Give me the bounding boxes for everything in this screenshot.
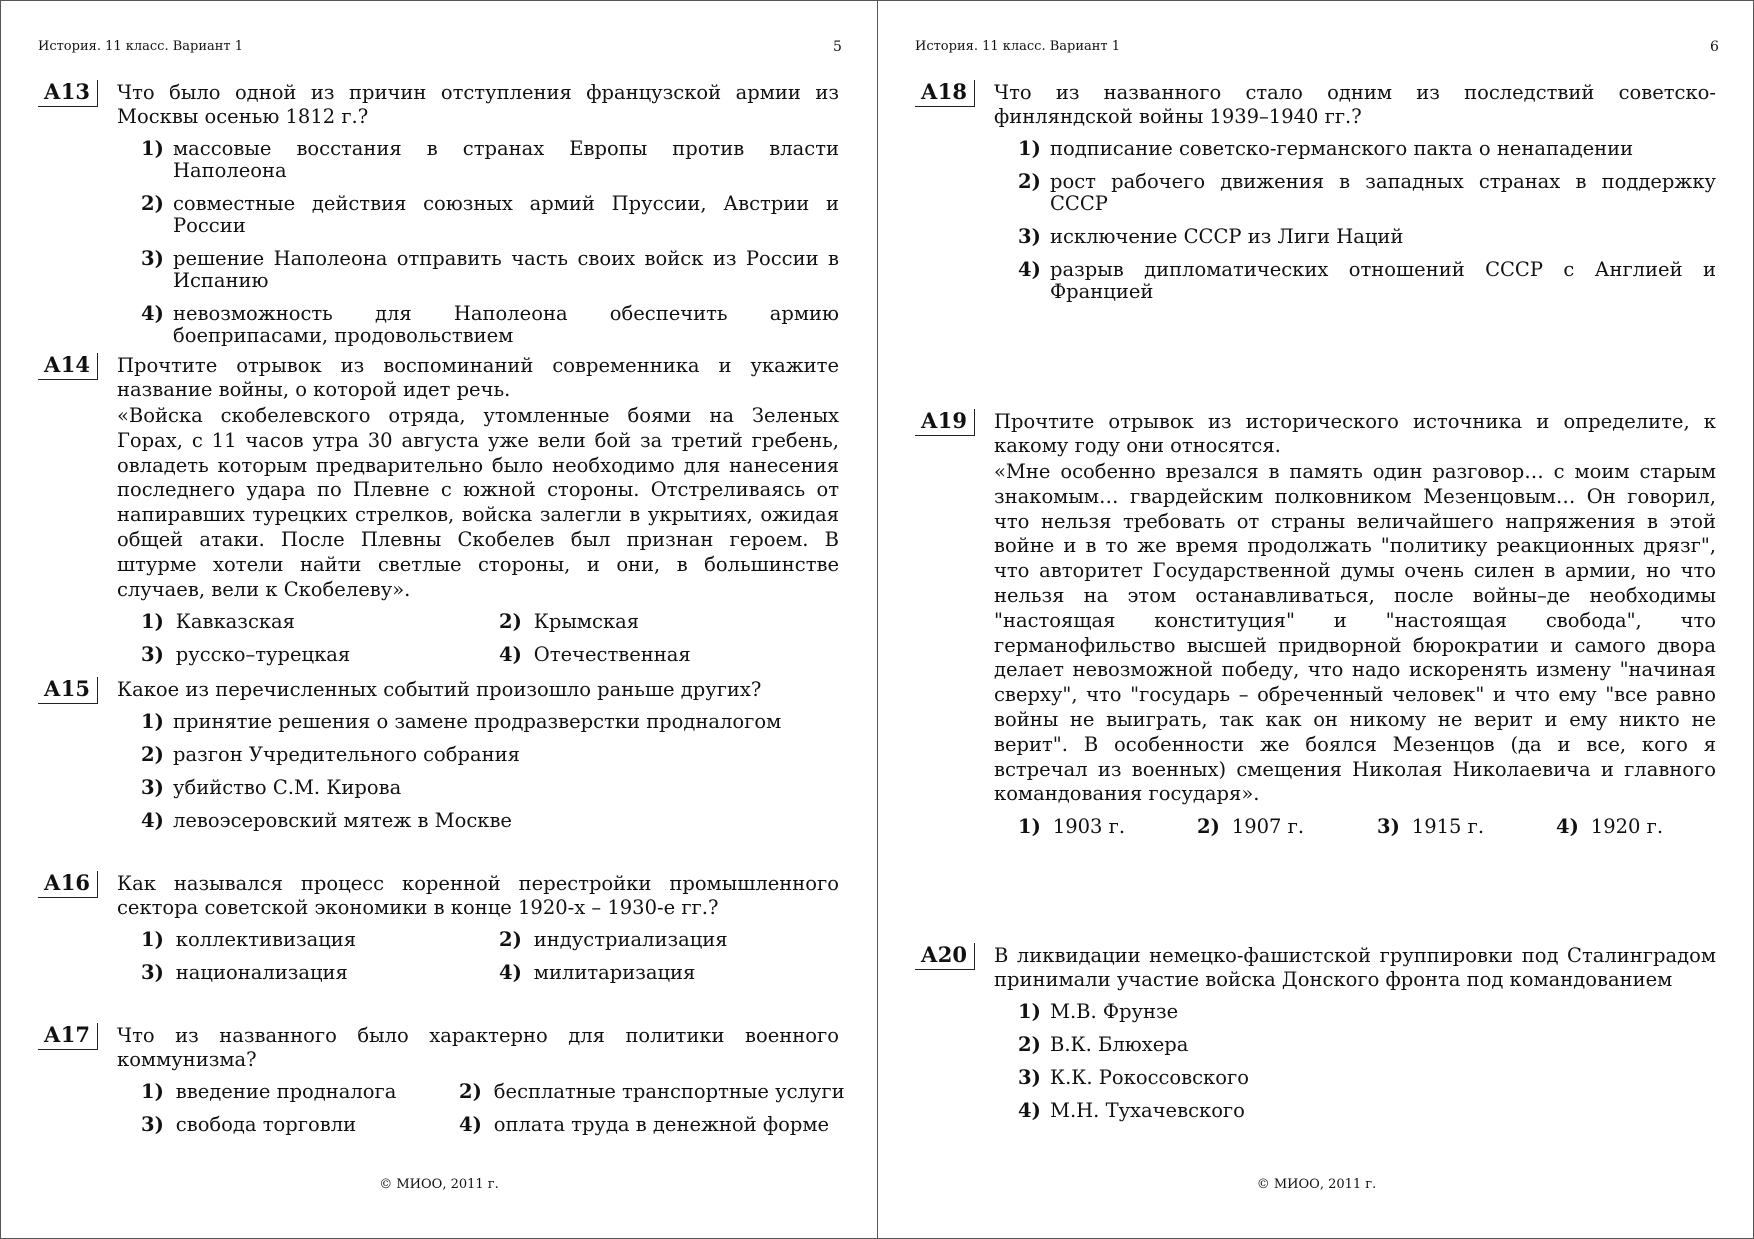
option: 1) Кавказская (141, 610, 295, 634)
footer: © МИОО, 2011 г. (1256, 1177, 1377, 1192)
footer: © МИОО, 2011 г. (379, 1177, 499, 1192)
option: 2) В.К. Блюхера (1018, 1033, 1189, 1056)
option: 3) К.К. Рокоссовского (1018, 1066, 1249, 1089)
options-list (994, 1001, 1716, 1122)
option: 3) исключение СССР из Лиги Наций (1018, 225, 1404, 248)
option: 4) оплата труда в денежной форме (459, 1113, 830, 1136)
option: 2) рост рабочего движения в западных странах в поддержку СССР (1018, 170, 1716, 215)
page-number: 6 (1710, 39, 1719, 55)
question-stem: Какое из перечисленных событий произошло раньше других? (117, 678, 762, 701)
page-right (878, 1, 1754, 1238)
option: 1) подписание советско-германского пакта о ненападении (1018, 137, 1634, 160)
source-excerpt: «Мне особенно врезался в память один разговор… с моим старым знакомым… гвардейским полковником Мезенцовым… Он говорил, что нельзя требовать от страны величайшего напряжения в этой войне и в то же время продолжать "политику реакционных дрязг", что авторитет Государственной думы очень силен в армии, но что нельзя на этом останавливаться, после войны–де необходимы "настоящая конституция" и "настоящая свобода", что германофильство высшей придворной бюрократии и самого двора делает невозможной победу, что надо искоренять измену "начиная сверху", что "государь – обреченный человек" и что ему "все равно войны не выиграть, так как он никому не верит и ему никто не верит". В особенности же боялся Мезенцов (да и все, кого я встречал из военных) смещения Николая Николаевича и главного командования государя». (994, 460, 1716, 806)
option: 1) коллективизация (141, 928, 357, 951)
option: 4) 1920 г. (1556, 815, 1664, 839)
question-stem: Как назывался процесс коренной перестройки промышленного сектора советской экономики в конце 1920-х – 1930-е гг.? (117, 872, 839, 919)
page-number: 5 (833, 39, 842, 55)
option: 4) невозможность для Наполеона обеспечить армию боеприпасами, продовольствием (141, 302, 839, 347)
option: 2) 1907 г. (1197, 815, 1305, 839)
option: 4) Отечественная (499, 643, 691, 667)
options-grid (117, 929, 839, 991)
question-stem: Прочтите отрывок из воспоминаний современника и укажите название войны, о которой идет речь. (117, 354, 839, 401)
option: 2) Крымская (499, 610, 640, 634)
option: 1) М.В. Фрунзе (1018, 1000, 1179, 1023)
question-stem: В ликвидации немецко-фашистской группировки под Сталинградом принимали участие войска Донского фронта под командованием (994, 944, 1716, 991)
option: 2) разгон Учредительного собрания (141, 743, 520, 766)
question-number: А19 (915, 409, 975, 436)
option: 3) русско–турецкая (141, 643, 351, 667)
options-row (994, 816, 1716, 846)
option: 3) свобода торговли (141, 1113, 357, 1136)
option: 4) милитаризация (499, 961, 696, 984)
option: 1) массовые восстания в странах Европы против власти Наполеона (141, 137, 839, 182)
running-head: История. 11 класс. Вариант 1 (38, 39, 244, 54)
option: 2) индустриализация (499, 928, 728, 951)
question-stem: Что было одной из причин отступления французской армии из Москвы осенью 1812 г.? (117, 81, 839, 128)
option: 4) разрыв дипломатических отношений СССР с Англией и Францией (1018, 258, 1716, 303)
options-list (117, 138, 839, 347)
source-excerpt: «Войска скобелевского отряда, утомленные боями на Зеленых Горах, с 11 часов утра 30 августа уже вели бой за третий гребень, овладеть которым предварительно было необходимо для нанесения последнего удара по Плевне с южной стороны. Отстреливаясь от напиравших турецких стрелков, войска залегли в укрытиях, ожидая общей атаки. После Плевны Скобелев был признан героем. В штурме хотели найти светлые стороны, и они, в большинстве случаев, вели к Скобелеву». (117, 404, 839, 601)
question-stem: Прочтите отрывок из исторического источника и определите, к какому году они относятся. (994, 410, 1716, 457)
option: 3) решение Наполеона отправить часть своих войск из России в Испанию (141, 247, 839, 292)
options-grid (117, 611, 839, 673)
question-number: А20 (915, 943, 975, 970)
question-number: А13 (38, 80, 98, 107)
option: 1) 1903 г. (1018, 815, 1126, 839)
option: 1) введение продналога (141, 1080, 397, 1103)
question-number: А17 (38, 1023, 98, 1050)
option: 2) бесплатные транспортные услуги (459, 1080, 845, 1103)
option: 4) левоэсеровский мятеж в Москве (141, 809, 512, 832)
option: 1) принятие решения о замене продразверстки продналогом (141, 710, 782, 733)
option: 2) совместные действия союзных армий Пруссии, Австрии и России (141, 192, 839, 237)
options-grid (117, 1080, 845, 1143)
page-left (1, 1, 878, 1238)
options-list (117, 711, 839, 832)
question-number: А15 (38, 677, 98, 704)
option: 4) М.Н. Тухачевского (1018, 1099, 1245, 1122)
question-stem: Что из названного стало одним из последствий советско-финляндской войны 1939–1940 гг.? (994, 81, 1716, 128)
question-number: А14 (38, 353, 98, 380)
question-number: А18 (915, 80, 975, 107)
options-list (994, 138, 1716, 303)
option: 3) убийство С.М. Кирова (141, 776, 402, 799)
option: 3) национализация (141, 961, 348, 984)
question-number: А16 (38, 871, 98, 898)
question-stem: Что из названного было характерно для политики военного коммунизма? (117, 1024, 839, 1071)
running-head: История. 11 класс. Вариант 1 (915, 39, 1121, 54)
option: 3) 1915 г. (1377, 815, 1485, 839)
